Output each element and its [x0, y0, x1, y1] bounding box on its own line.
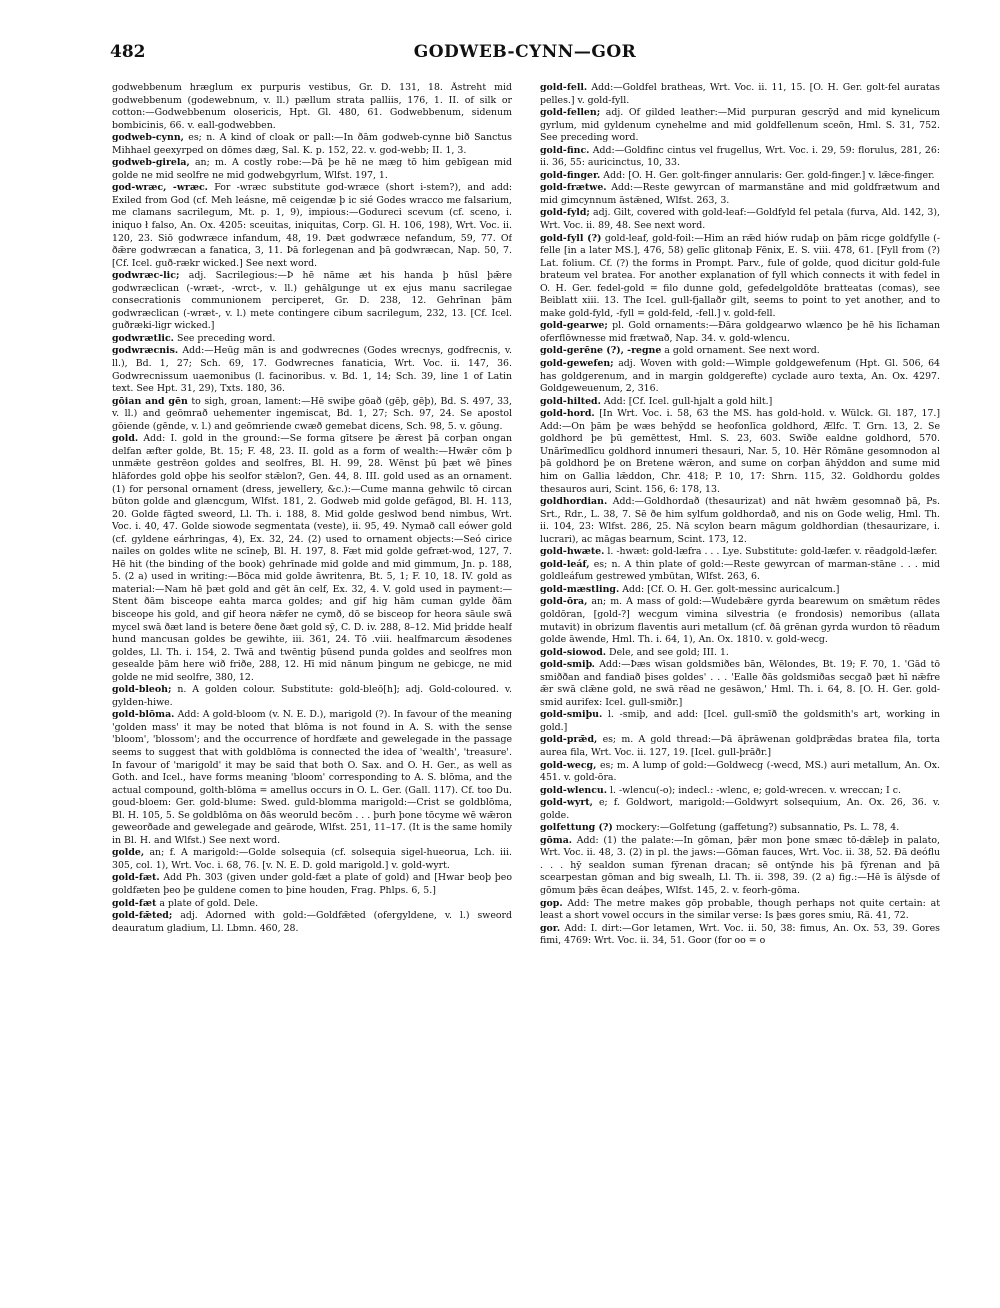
entry-text: es; m. A lump of gold:—Goldwecg (-wecd, MS.) auri metallum, An. Ox. 451. v. gold-ōra. — [540, 759, 940, 784]
entry-text: n. A golden colour. Substitute: gold-bleō[h]; adj. Gold-coloured. v. gylden-hiwe. — [112, 684, 512, 708]
running-head: GODWEB-CYNN—GOR — [413, 42, 637, 62]
entry-headword: gop. — [540, 897, 563, 909]
entry-headword: gold-wlencu. — [540, 784, 608, 796]
entry-text: Add: (1) the palate:—In gōman, þǣr mon þone smæc tō-dǣleþ in palato, Wrt. Voc. ii. 48, 3. (2) in pl. the jaws:—Gōman fauces, Wrt. Voc. ii. 38, 52. Ðā deóflu . . . hȳ sealdon suman fȳrenan dracan; sē ontȳnde his þā fȳrenan and þā scearpestan gōman and big swealh, Ll. Th. ii. 398, 39. (2 a) fig.:—Hē īs ālȳsde of gōmum þǣs ēcan deáþes, Wlfst. 145, 2. v. feorh-gōma. — [540, 834, 940, 896]
entry-text: Add: [Cf. O. H. Ger. golt-messinc auricalcum.] — [622, 583, 840, 595]
dictionary-entry — [540, 496, 940, 546]
entry-headword: golfettung (?) — [540, 822, 613, 834]
entry-text: e; f. Goldwort, marigold:—Goldwyrt solsequium, An. Ox. 26, 36. v. golde. — [540, 797, 940, 821]
entry-headword: gold-fellen; — [540, 107, 601, 119]
entry-headword: gold-smiþ. — [540, 659, 595, 671]
entry-headword: gōma. — [540, 834, 573, 846]
dictionary-entry — [540, 145, 940, 170]
entry-headword: gold-gearwe; — [540, 320, 608, 332]
entry-headword: gold-ōra, — [540, 596, 588, 608]
entry-text: Add: I. dirt:—Gor letamen, Wrt. Voc. ii. 50, 38: fimus, An. Ox. 53, 39. Gores fimi, 4769: Wrt. Voc. ii. 34, 51. Goor (for oo = o — [540, 922, 940, 947]
entry-headword: gold-wecg, — [540, 759, 597, 771]
entry-headword: gold-wyrt, — [540, 797, 593, 809]
entry-text: l. -wlencu(-o); indecl.: -wlenc, e; gold-wrecen. v. wreccan; I c. — [610, 784, 901, 796]
dictionary-entry — [540, 734, 940, 759]
dictionary-entry — [112, 872, 512, 897]
dictionary-entry — [112, 157, 512, 182]
dictionary-entry — [540, 107, 940, 145]
entry-headword: godweb-girela, — [112, 157, 190, 169]
entry-text: Add: A gold-bloom (v. N. E. D.), marigold (?). In favour of the meaning 'golden mass' it may be noted that blōma is not found in A. S. with the sense 'bloom', 'blossom'; and the occurrence of hordfæte and gewelegade in the passage seems to suggest that with goldblōma is connected the idea of 'wealth', 'treasure'. In favour of 'marigold' it may be said that both O. Sax. and O. H. Ger., as well as Goth. and Icel., have forms meaning 'bloom' corresponding to A. S. blōma, and the actual compound, golth-blōma = amellus occurs in O. L. Ger. (Gall. 117). Cf. too Du. goud-bloem: Ger. gold-blume: Swed. guld-blomma marigold:—Crist se goldblōma, Bl. H. 105, 5. Se goldblōma on ðās weoruld becōm . . . þurh þone tōcyme wē wǣron geweorðade and gewelegade and geārode, Wlfst. 251, 11–17. (It is the same homily in Bl. H. and Wlfst.) See next word. — [112, 709, 512, 846]
entry-text: an; m. A costly robe:—Þā þe hē ne mæg tō him gebīgean mid golde ne mid seolfre ne mid godwebgyrlum, Wlfst. 197, 1. — [112, 157, 512, 181]
dictionary-entry — [540, 396, 940, 409]
entry-headword: godwrætlic. — [112, 332, 174, 344]
dictionary-entry — [540, 822, 940, 835]
entry-headword: gold-fyll (?) — [540, 232, 602, 244]
entry-text: Add Ph. 303 (given under gold-fæt a plate of gold) and [Hwar beoþ þeo goldfæten þeo þe guldene comen to þine houden, Frag. Phlps. 6, 5.] — [112, 872, 512, 896]
dictionary-entry — [540, 345, 940, 358]
entry-text: Add:—Goldhordað (thesaurizat) and nāt hwǣm gesomnað þā, Ps. Srt., Rdr., L. 38, 7. Sē ðe him sylfum goldhordað, and nis on Gode welig, Hml. Th. ii. 104, 23: Wlfst. 286, 25. Nā scylon bearn māgum goldhordian (thesaurizare, i. lucrari), ac māgas bearnum, Scint. 173, 12. — [540, 496, 940, 545]
entry-headword: gold-smiþu. — [540, 709, 603, 721]
entry-text: See preceding word. — [176, 332, 276, 344]
dictionary-entry — [540, 898, 940, 923]
dictionary-entry — [112, 396, 512, 434]
entry-text: an; m. A mass of gold:—Wudebǣre gyrda bearewum on smǣtum rēdes goldōran, [gold-?] wecgum vimina silvestria (e frondosis) nemoribus (allata mutavit) in obrizum flaventis auri metallum (cf. ðā grēnan gyrda wurdon tō rēadum golde āwende, Hml. Th. i. 64, 1), An. Ox. 1810. v. gold-wecg. — [540, 596, 940, 646]
dictionary-entry — [540, 797, 940, 822]
dictionary-entry — [540, 647, 940, 660]
dictionary-entry — [112, 132, 512, 157]
entry-headword: gold-siowod. — [540, 646, 607, 658]
entry-text: to sigh, groan, lament:—Hē swiþe gōað (gēþ, gēþ), Bd. S. 497, 33, v. ll.) and geōmrað uehementer ingemiscat, Bd. 1, 27; Sch. 97, 24. Se apostol gōiende (gēnde, v. l.) and geōmriende cwæð gemebat dicens, Sch. 98, 5. v. gōung. — [112, 395, 512, 432]
entry-headword: godwræc-lic; — [112, 270, 180, 282]
dictionary-entry — [112, 345, 512, 395]
dictionary-entry — [540, 170, 940, 183]
entry-headword: gold-fyld; — [540, 207, 590, 219]
entry-text: Add:—Goldfinc cintus vel frugellus, Wrt. Voc. i. 29, 59: florulus, 281, 26: ii. 36, 55: auricinctus, 10, 33. — [540, 144, 940, 169]
entry-headword: godwræcnis. — [112, 345, 179, 357]
entry-text: adj. Woven with gold:—Wimple goldgewefenum (Hpt. Gl. 506, 64 has goldgerenum, and in margin goldgerefte) cyclade auro texta, An. Ox. 4297. Goldgeweuenum, 2, 316. — [540, 358, 940, 395]
entry-headword: gold-mæstling. — [540, 583, 620, 595]
entry-text: godwebbenum hræglum ex purpuris vestibus, Gr. D. 131, 18. Ästreht mid godwebbenum (godewebnum, v. ll.) pællum strata palliis, 176, 1. II. of silk or cotton:—Godwebbenum olosericis, Hpt. Gl. 480, 61. Godwebbenum, sidenum bombicinis, 66. v. eall-godwebben. — [112, 82, 512, 131]
page-header — [110, 42, 940, 66]
entry-text: Dele, and see gold; III. 1. — [609, 646, 729, 658]
dictionary-entry — [540, 709, 940, 734]
dictionary-entry — [540, 559, 940, 584]
dictionary-entry — [540, 760, 940, 785]
dictionary-entry — [540, 659, 940, 709]
entry-headword: gold-blōma. — [112, 709, 175, 721]
entry-text: gold-leaf, gold-foil:—Him an rǣd hiów rudaþ on þām ricge goldfylle (-felle [in a later MS.], 476, 58) gelīc glitonaþ Fēnix, E. S. viii. 478, 61. [Fyll from (?) Lat. folium. Cf. (?) the forms in Prompt. Parv., fule of golde, quod dicitur gold-fule brateum vel bratea. For another explanation of fyll which connects it with fedel in O. H. Ger. fedel-gold = filo dunne gold, gefedelgoldōte bratteatas (comas), see Beiblatt xiii. 13. The Icel. gull-fjallaðr gilt, seems to point to yet another, and to make gold-fyld, -fyll = gold-feld, -fell.] v. gold-fell. — [540, 232, 940, 319]
entry-headword: gold. — [112, 433, 139, 445]
dictionary-entry — [112, 910, 512, 935]
entry-text: pl. Gold ornaments:—Ðāra goldgearwo wlænco þe hē his līchaman oferflōwnesse mid frætwað, Nap. 34. v. gold-wlencu. — [540, 320, 940, 344]
right-column — [540, 82, 940, 1292]
dictionary-entry — [540, 82, 940, 107]
page-number: 482 — [110, 42, 146, 62]
entry-text: Add: [O. H. Ger. golt-finger annularis: Ger. gold-finger.] v. lǣce-finger. — [603, 169, 935, 181]
entry-headword: gold-fǣted; — [112, 910, 173, 922]
entry-headword: gold-leáf, — [540, 558, 590, 570]
entry-headword: gold-hwæte. — [540, 546, 605, 558]
entry-headword: gold-finc. — [540, 144, 590, 156]
entry-text: Add:—Heūg mān is and godwrecnes (Godes wrecnys, godfrecnis, v. ll.), Bd. 1, 27; Sch. 69, 17. Godwrecnes fanaticia, Wrt. Voc. ii. 147, 36. Godwrecnissum uaemonibus (l. facinoribus. v. Bd. 1, 14; Sch. 39, line 1 of Latin text. See Hpt. 31, 29), Txts. 180, 36. — [112, 345, 512, 395]
entry-text: Add:—Reste gewyrcan of marmanstāne and mid goldfrætwum and mid gimcynnum āstǣned, Wlfst. 263, 3. — [540, 182, 940, 206]
dictionary-entry — [112, 684, 512, 709]
entry-headword: gold-frætwe. — [540, 182, 607, 194]
entry-text: es; n. A kind of cloak or pall:—In ðām godweb-cynne bið Sanctus Mihhael geexyrped on dōmes dæg, Sal. K. p. 152, 22. v. god-webb; II. 1, 3. — [112, 132, 512, 156]
entry-text: l. -smiþ, and add: [Icel. gull-smīð the goldsmith's art, working in gold.] — [540, 709, 940, 733]
entry-headword: gold-hilted. — [540, 395, 601, 407]
entry-text: Add: The metre makes gōp probable, though perhaps not quite certain: at least a short vowel occurs in the similar verse: Is þæs gores smiu, Rä. 41, 72. — [540, 897, 940, 922]
dictionary-entry — [540, 358, 940, 396]
dictionary-entry — [540, 408, 940, 496]
dictionary-entry — [112, 270, 512, 333]
dictionary-entry — [112, 333, 512, 346]
dictionary-entry — [540, 233, 940, 321]
entry-headword: golde, — [112, 847, 145, 859]
dictionary-entry — [540, 835, 940, 898]
entry-headword: gōian and gēn — [112, 395, 188, 407]
entry-text: [In Wrt. Voc. i. 58, 63 the MS. has gold-hold. v. Wülck. Gl. 187, 17.] Add:—On þām þe wæs behȳdd se heofonlīca goldhord, Ælfc. T. Grn. 13, 2. Se goldhord þe þū gemēttest, Hml. S. 23, 603. Swīðe ealdne goldhord, 570. Unārīmedlīcu goldhord innumeri thesauri, Nar. 5, 10. Hēr Rōmāne gesomnodon al þā goldhord þe on Bretene wǣron, and sume on corþan āhȳddon and sume mid him on Gallia lǣddon, Chr. 418; P. 10, 17: Shrn. 115, 32. Goldhordu goldes thesauros auri, Scint. 156, 6: 178, 13. — [540, 408, 940, 495]
entry-text: Add:—Goldfel bratheas, Wrt. Voc. ii. 11, 15. [O. H. Ger. golt-fel auratas pelles.] v. gold-fyll. — [540, 82, 940, 106]
entry-headword: gold-hord. — [540, 408, 595, 420]
entry-text: Add:—Þæs wīsan goldsmiðes bān, Wēlondes, Bt. 19; F. 70, 1. 'Gād tō smiððan and fandiað þises goldes' . . . 'Ealle ðās goldsmiðas secgað þæt hī nǣfre ǣr swā clǣne gold, ne swā rēad ne gesāwon,' Hml. Th. i. 64, 8. [O. H. Ger. gold-smid aurifex: Icel. gull-smiðr.] — [540, 659, 940, 708]
entry-text: es; n. A thin plate of gold:—Reste gewyrcan of marman-stāne . . . mid goldleáfum gestrewed ymbūtan, Wlfst. 263, 6. — [540, 558, 940, 583]
entry-headword: gold-fæt. — [112, 872, 160, 884]
dictionary-entry — [540, 596, 940, 646]
entry-headword: gold-finger. — [540, 169, 601, 181]
dictionary-entry — [540, 182, 940, 207]
entry-headword: gold-prǣd, — [540, 734, 598, 746]
dictionary-entry — [540, 785, 940, 798]
entry-headword: gold-bleoh; — [112, 684, 172, 696]
entry-headword: gor. — [540, 922, 561, 934]
dictionary-entry — [540, 546, 940, 559]
entry-text: mockery:—Golfetung (gaffetung?) subsannatio, Ps. L. 78, 4. — [615, 822, 900, 834]
entry-headword: god-wræc, -wræc. — [112, 182, 208, 194]
entry-text: l. -hwæt: gold-læfra . . . Lye. Substitute: gold-læfer. v. rēadgold-læfer. — [607, 546, 938, 558]
entry-text: a gold ornament. See next word. — [664, 345, 820, 357]
entry-text: adj. Of gilded leather:—Mid purpuran gescrȳd and mid kynelicum gyrlum, mid gyldenum cynehelme and mid goldfellenum sceōn, Hml. S. 31, 752. See preceding word. — [540, 107, 940, 144]
entry-headword: gold-fell. — [540, 82, 588, 93]
dictionary-entry — [112, 433, 512, 684]
dictionary-entry — [540, 207, 940, 232]
entry-headword: gold-fæt — [112, 897, 157, 909]
entry-headword: godweb-cynn, — [112, 132, 184, 144]
entry-text: For -wræc substitute god-wræce (short i-stem?), and add: Exiled from God (cf. Meh leásne, mē ceigendæ þ ic sié Godes wracco me falsarium, me clamans sacrilegum, Mt. p. 1, 9), impious:—Godureci scevum (cf. sceno, i. iniquo ł falso, An. Ox. 4205: sceuitas, iniquitas, Corp. Gl. H. 106, 198), Wrt. Voc. ii. 120, 23. Siō godwræce infandum, 48, 19. Þæt godwræce nefandum, 59, 77. Of ðǣre godwræcan a fanatica, 3, 11. Þā forlegenan and þā godwræcan, Nap. 50, 7. [Cf. Icel. guð-rækr wicked.] See next word. — [112, 182, 512, 269]
entry-text: Add: [Cf. Icel. gull-hjalt a gold hilt.] — [603, 395, 773, 407]
dictionary-entry — [540, 320, 940, 345]
entry-headword: goldhordian. — [540, 496, 608, 508]
entry-text: es; m. A gold thread:—Þā āþrāwenan goldþrǣdas bratea fila, torta aurea fila, Wrt. Voc. ii. 127, 19. [Icel. gull-þrāðr.] — [540, 734, 940, 758]
dictionary-entry — [112, 82, 512, 132]
dictionary-entry — [112, 847, 512, 872]
entry-text: a plate of gold. Dele. — [159, 897, 259, 909]
entry-text: adj. Gilt, covered with gold-leaf:—Goldfyld fel petala (furva, Ald. 142, 3), Wrt. Voc. ii. 89, 48. See next word. — [540, 207, 940, 232]
entry-text: an; f. A marigold:—Golde solsequia (cf. solsequia sigel-hueorua, Lch. iii. 305, col. 1), Wrt. Voc. i. 68, 76. [v. N. E. D. gold marigold.] v. gold-wyrt. — [112, 847, 512, 871]
entry-text: adj. Adorned with gold:—Goldfǣted (ofergyldene, v. l.) sweord deauratum gladium, Ll. Lbmn. 460, 28. — [112, 910, 512, 934]
dictionary-entry — [112, 182, 512, 270]
entry-text: Add: I. gold in the ground:—Se forma gītsere þe ǣrest þā corþan ongan delfan æfter golde, Bt. 15; F. 48, 23. II. gold as a form of wealth:—Hwǣr cōm þ unmǣte gestrēon goldes and seolfres, Bl. H. 99, 28. Wēnst þū þæt wē þīnes hlāfordes gold oþþe his seolfor stǣlon?, Gen. 44, 8. III. gold used as an ornament. (1) for personal ornament (dress, jewellery, &c.):—Cume manna gehwilc tō circan būton golde and glæncgum, Wlfst. 181, 2. Godweb mid golde gefāgod, Bl. H. 113, 20. Golde fāgted sweord, Ll. Th. i. 188, 8. Mid golde geslwod bend nimbus, Wrt. Voc. i. 40, 47. Golde siowode segmentata (veste), ii. 95, 49. Nymað call eówer gold (cf. gyldene eárhringas, 4), Ex. 32, 24. (2) used to ornament objects:—Seó cirice nailes on goldes wlite ne scīneþ, Bl. H. 197, 8. Fæt mid golde gefræt-wod, 127, 7. Hē hit (the binding of the book) gehrīnade mid golde and mid gimmum, Jn. p. 188, 5. (2 a) used in writing:—Bōca mid golde āwritenra, Bt. 5, 1; F. 10, 18. IV. gold as material:—Nam hē þæt gold and gēt ān celf, Ex. 32, 4. V. gold used in payment:—Stent ðām bisceope eahta marca goldes; and gif hig hām cuman gylde ðām bisceope his gold, and gif heora nǣfer ne cymð, dō se bisceop for heora sāule swā mycel swā ðæt land is betere ðene ðæt gold sȳ, C. D. iv. 288, 8–12. Mid þridde healf hund mancusan goldes be gewihte, iii. 361, 24. Tō .viii. healfmarcum ǣsodenes goldes, Ll. Th. i. 154, 2. Twā and twēntig þūsend punda goldes and seolfres mon gesealde þām here wið friðe, 288, 12. Hī mid nānum þingum ne gebicge, ne mid golde ne mid seolfre, 380, 12. — [112, 433, 512, 683]
dictionary-entry — [112, 898, 512, 911]
dictionary-entry — [540, 923, 940, 948]
dictionary-entry — [112, 709, 512, 847]
dictionary-entry — [540, 584, 940, 597]
left-column — [112, 82, 512, 1292]
entry-headword: gold-gewefen; — [540, 358, 614, 370]
entry-text: adj. Sacrilegious:—Þ hē nāme æt his handa þ hūsl þǣre godwræclican (-wræt-, -wrct-, v. ll.) gehālgunge ut ex ejus manu sacrilegae consecrationis communionem perciperet, Gr. D. 238, 12. Gehrīnan þām godwræclican (-wræt-, v. l.) mete contingere cibum sacrilegum, 232, 13. [Cf. Icel. guðræki-ligr wicked.] — [112, 270, 512, 332]
entry-headword: gold-gerēne (?), -regne — [540, 345, 662, 357]
